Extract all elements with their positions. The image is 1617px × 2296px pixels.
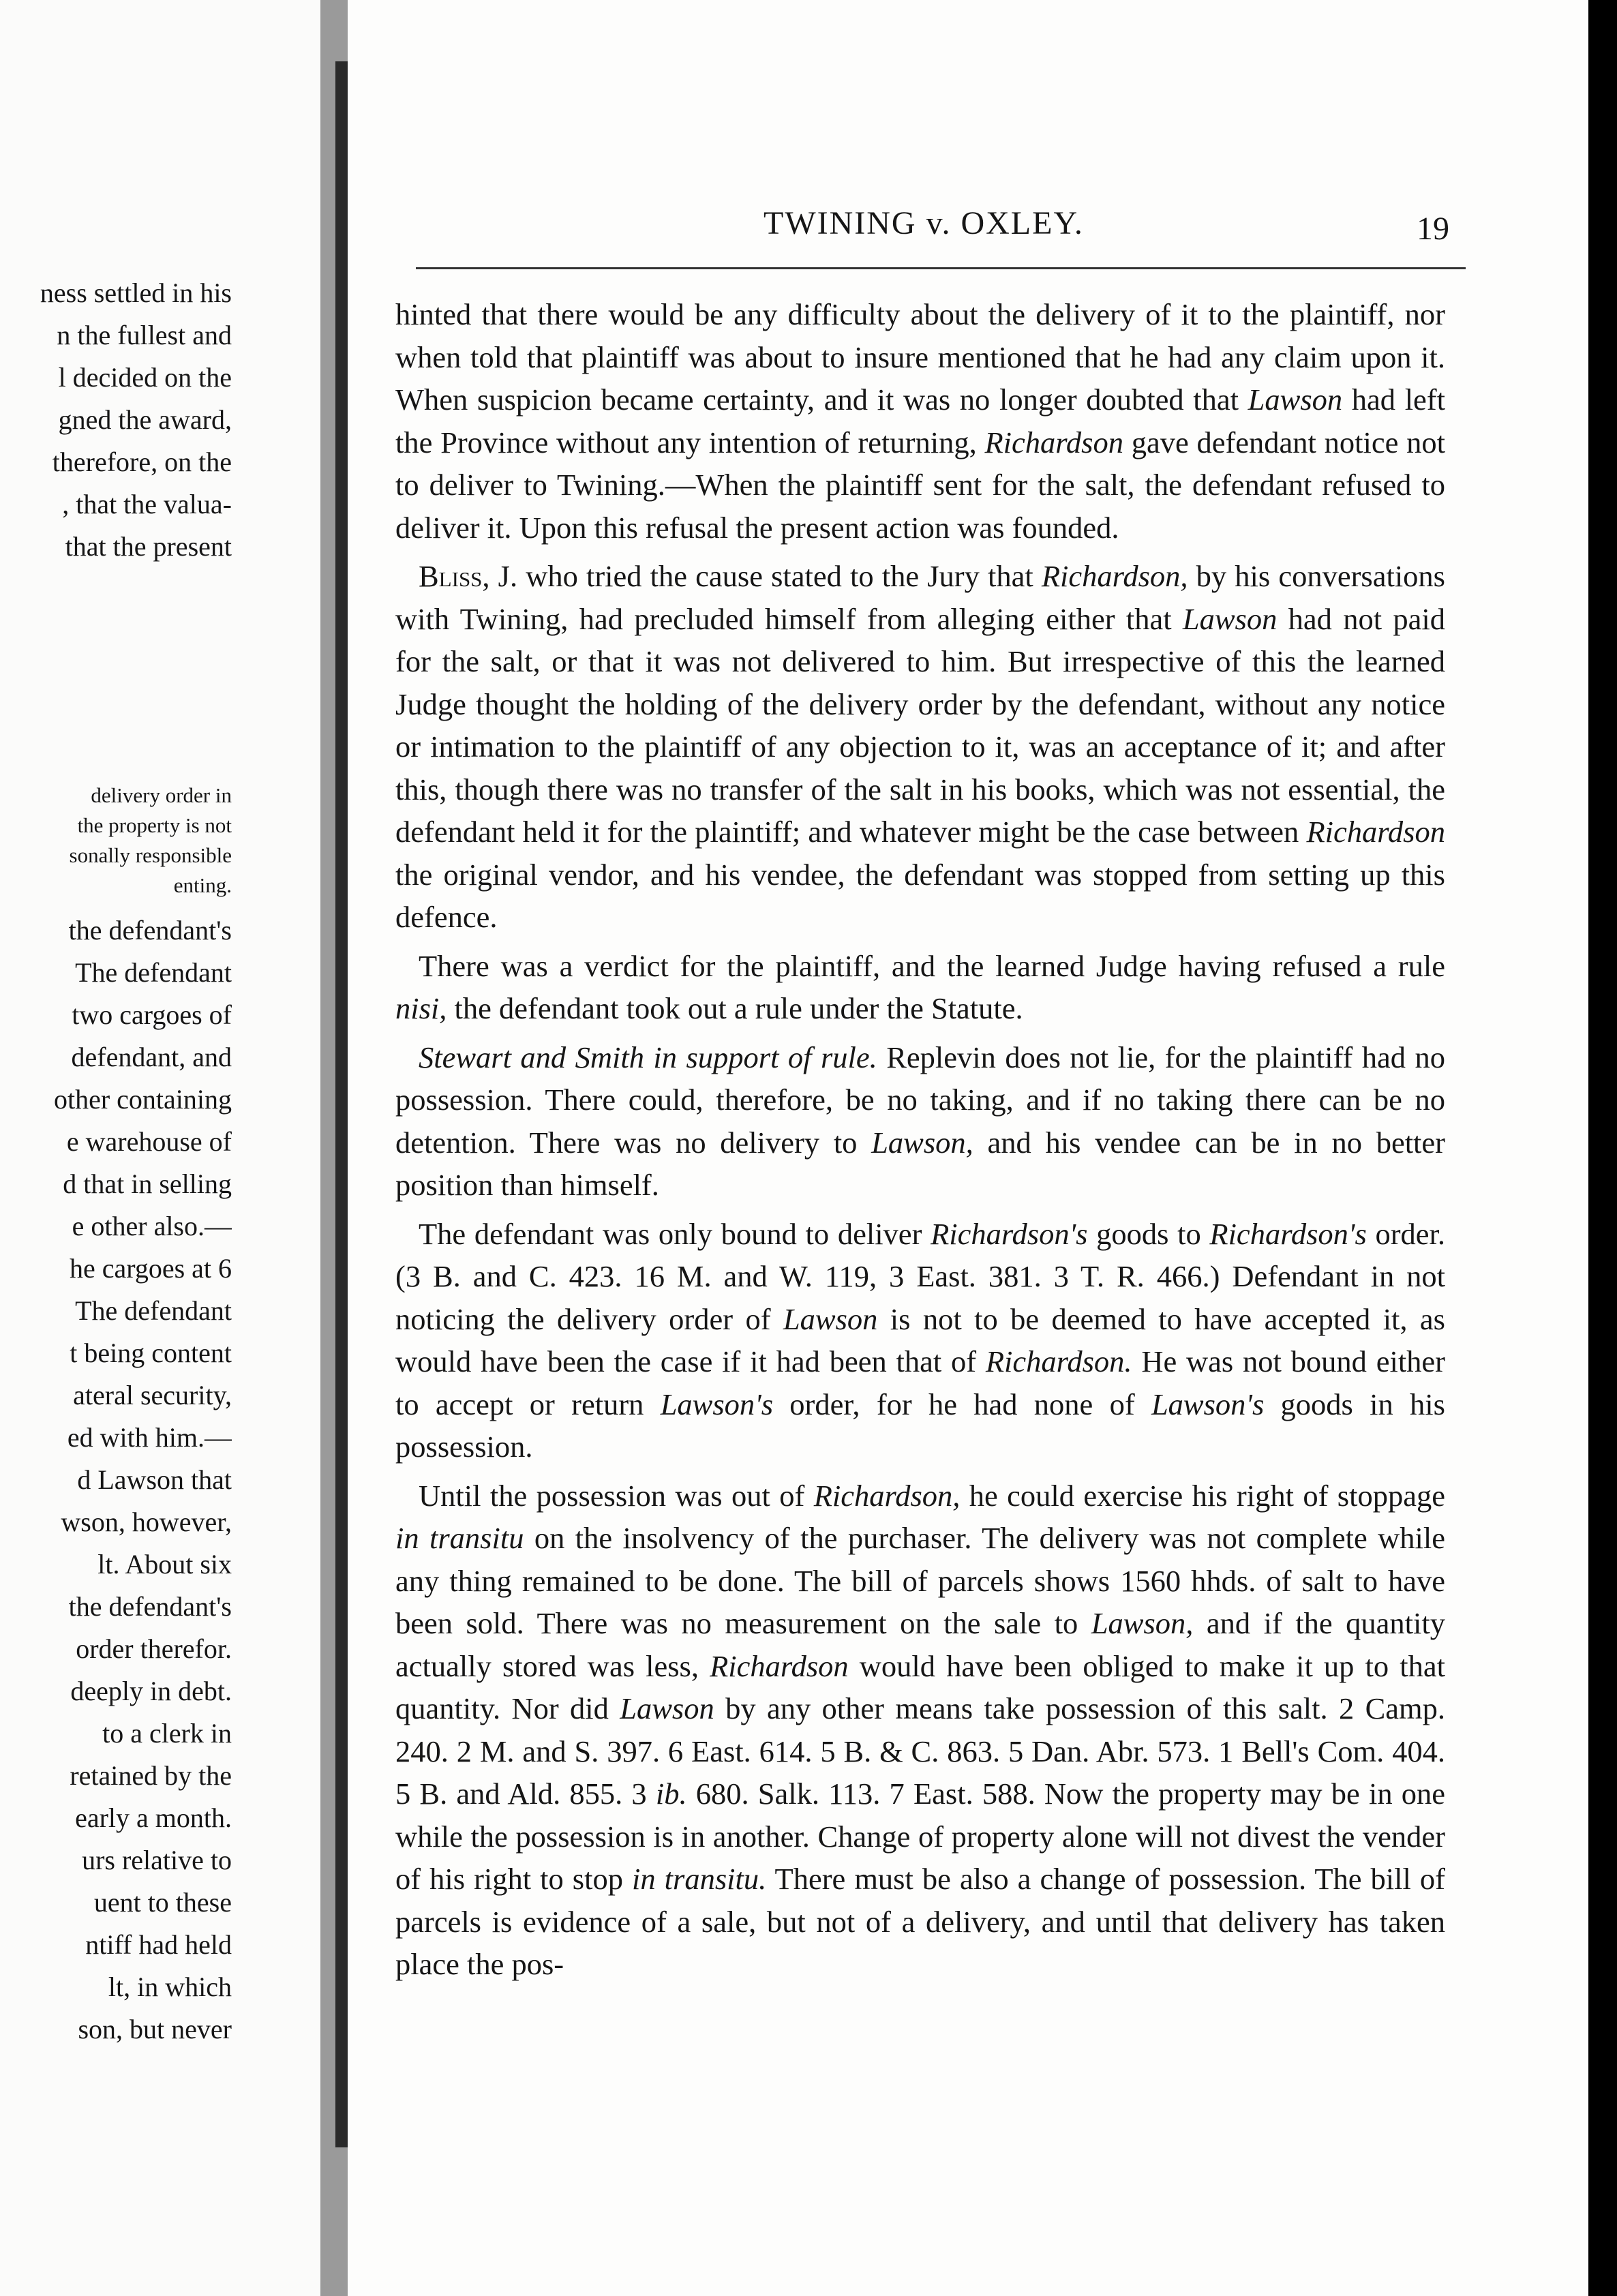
text-run: by his conversations with Twining, had precluded himself from alleging either that bbox=[395, 559, 1445, 636]
paragraph-3 bbox=[395, 945, 1445, 1030]
italic-name: Richardson bbox=[984, 425, 1123, 459]
fragment-line: he cargoes at 6 bbox=[69, 1253, 232, 1284]
gutter-shadow bbox=[335, 61, 348, 2147]
text-run: would have been obliged to make it up to that quantity. Nor did bbox=[395, 1648, 1445, 1725]
text-run: , J. who tried the cause stated to the Jury that bbox=[482, 559, 1042, 593]
fragment-line: wson, however, bbox=[61, 1507, 232, 1537]
fragment-line: t being content bbox=[70, 1338, 232, 1368]
italic-name: Lawson's bbox=[660, 1387, 774, 1421]
text-run: the original vendor, and his vendee, the defendant was stopped from setting up this defence. bbox=[395, 857, 1445, 934]
fragment-line: son, but never bbox=[78, 2014, 232, 2044]
fragment-line: therefore, on the bbox=[52, 447, 232, 477]
italic-term: in transitu. bbox=[632, 1862, 767, 1896]
fragment-line: gned the award, bbox=[58, 404, 232, 435]
fragment-line: two cargoes of bbox=[72, 999, 232, 1030]
text-run: There was a verdict for the plaintiff, and the learned Judge having refused a rule bbox=[419, 948, 1445, 983]
fragment-line: other containing bbox=[53, 1084, 232, 1115]
paragraph-2 bbox=[395, 555, 1445, 939]
body-text bbox=[395, 293, 1445, 1986]
italic-name: Lawson bbox=[1182, 601, 1278, 636]
scan-right-edge bbox=[1588, 0, 1617, 2296]
page-number: 19 bbox=[1417, 211, 1449, 247]
fragment-line: n the fullest and bbox=[57, 320, 232, 350]
fragment-line: retained by the bbox=[70, 1760, 232, 1791]
text-run: Until the possession was out of bbox=[419, 1478, 814, 1513]
fragment-line: The defendant bbox=[75, 1295, 232, 1326]
left-page-fragments bbox=[0, 273, 232, 2072]
paragraph-6 bbox=[395, 1475, 1445, 1986]
judge-name: Bliss bbox=[419, 559, 483, 593]
italic-counsel: Stewart and Smith in support of rule. bbox=[419, 1040, 877, 1074]
fragment-note: sonally responsible bbox=[69, 843, 232, 867]
italic-name: Lawson's bbox=[1151, 1387, 1265, 1421]
text-run: had left the Province without any intention of returning, bbox=[395, 382, 1445, 459]
header-rule bbox=[416, 267, 1466, 269]
fragment-line: order therefor. bbox=[76, 1633, 232, 1664]
fragment-line: d Lawson that bbox=[77, 1464, 232, 1495]
text-run: order. (3 B. and C. 423. 16 M. and W. 119, 3 East. 381. 3 T. R. 466.) Defendant in not noticing the delivery order of bbox=[395, 1216, 1445, 1336]
text-run: and his vendee can be in no better position than himself. bbox=[395, 1125, 1445, 1202]
text-run: Replevin does not lie, for the plaintiff had no possession. There could, therefore, be no taking, and if no taking there can be no detention. There was no delivery to bbox=[395, 1040, 1445, 1160]
text-run: hinted that there would be any difficulty about the delivery of it to the plaintiff, nor when told that plaintiff was about to insure mentioned that he had any claim upon it. When suspicion became certainty, and it was no longer doubted that bbox=[395, 297, 1445, 417]
italic-name: Richardson's bbox=[1209, 1216, 1367, 1251]
fragment-line: ateral security, bbox=[73, 1380, 232, 1410]
text-run: The defendant was only bound to deliver bbox=[419, 1216, 931, 1251]
fragment-line: , that the valua- bbox=[62, 489, 232, 519]
text-run: is not to be deemed to have accepted it, as would have been the case if it had been that of bbox=[395, 1301, 1446, 1378]
fragment-note: delivery order in bbox=[91, 783, 232, 807]
running-head: TWINING v. OXLEY. bbox=[764, 205, 1084, 241]
text-run: and if the quantity actually stored was less, bbox=[395, 1606, 1446, 1683]
fragment-line: e other also.— bbox=[72, 1211, 232, 1241]
text-run: 680. Salk. 113. 7 East. 588. Now the property may be in one while the possession is in another. Change of property alone will not divest the vender of his right to stop bbox=[395, 1777, 1445, 1896]
fragment-note: the property is not bbox=[77, 813, 232, 837]
text-run: he could exercise his right of stoppage bbox=[960, 1478, 1445, 1513]
italic-name: Lawson bbox=[783, 1301, 878, 1336]
italic-name: Richardson, bbox=[1041, 559, 1188, 593]
italic-name: Richardson bbox=[710, 1648, 849, 1683]
fragment-line: deeply in debt. bbox=[70, 1676, 232, 1706]
text-run: gave defendant notice not to deliver to Twining.—When the plaintiff sent for the salt, the defendant refused to deliver it. Upon this refusal the present action was founded. bbox=[395, 425, 1445, 545]
text-run: the defendant took out a rule under the Statute. bbox=[447, 991, 1023, 1025]
italic-name: Richardson bbox=[1306, 815, 1445, 849]
italic-name: Lawson, bbox=[871, 1125, 973, 1160]
italic-name: Richardson, bbox=[813, 1478, 961, 1513]
text-run: goods to bbox=[1087, 1216, 1210, 1251]
fragment-note: enting. bbox=[173, 873, 232, 897]
fragment-line: to a clerk in bbox=[102, 1718, 232, 1749]
fragment-line: lt. About six bbox=[97, 1549, 232, 1580]
fragment-line: ed with him.— bbox=[67, 1422, 232, 1453]
fragment-line: ntiff had held bbox=[85, 1929, 232, 1960]
text-run: order, for he had none of bbox=[773, 1387, 1151, 1421]
fragment-line: The defendant bbox=[75, 957, 232, 988]
fragment-line: e warehouse of bbox=[66, 1126, 232, 1157]
italic-term: ib. bbox=[655, 1777, 687, 1811]
italic-name: Lawson bbox=[620, 1691, 714, 1725]
text-run: goods in his possession. bbox=[395, 1387, 1445, 1464]
italic-term: nisi, bbox=[395, 991, 447, 1025]
fragment-line: d that in selling bbox=[63, 1168, 232, 1199]
italic-term: in transitu bbox=[395, 1521, 524, 1555]
text-run: on the insolvency of the purchaser. The delivery was not complete while any thing remained to be done. The bill of parcels shows 1560 hhds. of salt to have been sold. There was no measurement on the sale to bbox=[395, 1521, 1446, 1640]
fragment-line: l decided on the bbox=[58, 362, 232, 393]
fragment-line: that the present bbox=[65, 531, 232, 562]
fragment-line: urs relative to bbox=[82, 1845, 232, 1875]
fragment-line: uent to these bbox=[93, 1887, 232, 1918]
fragment-line: defendant, and bbox=[71, 1042, 232, 1072]
fragment-line: the defendant's bbox=[68, 1591, 232, 1622]
fragment-line: ness settled in his bbox=[40, 277, 232, 308]
italic-name: Lawson, bbox=[1091, 1606, 1194, 1640]
italic-name: Richardson's bbox=[931, 1216, 1088, 1251]
paragraph-5 bbox=[395, 1213, 1445, 1468]
paragraph-1 bbox=[395, 293, 1445, 549]
text-run: by any other means take possession of this salt. 2 Camp. 240. 2 M. and S. 397. 6 East. 614. 5 B. & C. 863. 5 Dan. Abr. 573. 1 Bell's Com. 404. 5 B. and Ald. 855. 3 bbox=[395, 1691, 1446, 1811]
fragment-line: the defendant's bbox=[68, 915, 232, 946]
text-run: There must be also a change of possession. The bill of parcels is evidence of a sale, but not of a delivery, and until that delivery has taken place the pos- bbox=[395, 1862, 1446, 1981]
text-run: had not paid for the salt, or that it was not delivered to him. But irrespective of this the learned Judge thought the holding of the delivery order by the defendant, without any notice or intimation to the plaintiff of any objection to it, was an acceptance of it; and after this, though there was no transfer of the salt in his books, which was not essential, the defendant held it for the plaintiff; and whatever might be the case between bbox=[395, 601, 1445, 849]
italic-name: Richardson. bbox=[985, 1344, 1132, 1378]
italic-name: Lawson bbox=[1248, 382, 1343, 417]
text-run: He was not bound either to accept or return bbox=[395, 1344, 1445, 1421]
fragment-line: lt, in which bbox=[108, 1972, 232, 2002]
fragment-line: early a month. bbox=[75, 1802, 232, 1833]
paragraph-4 bbox=[395, 1036, 1445, 1207]
